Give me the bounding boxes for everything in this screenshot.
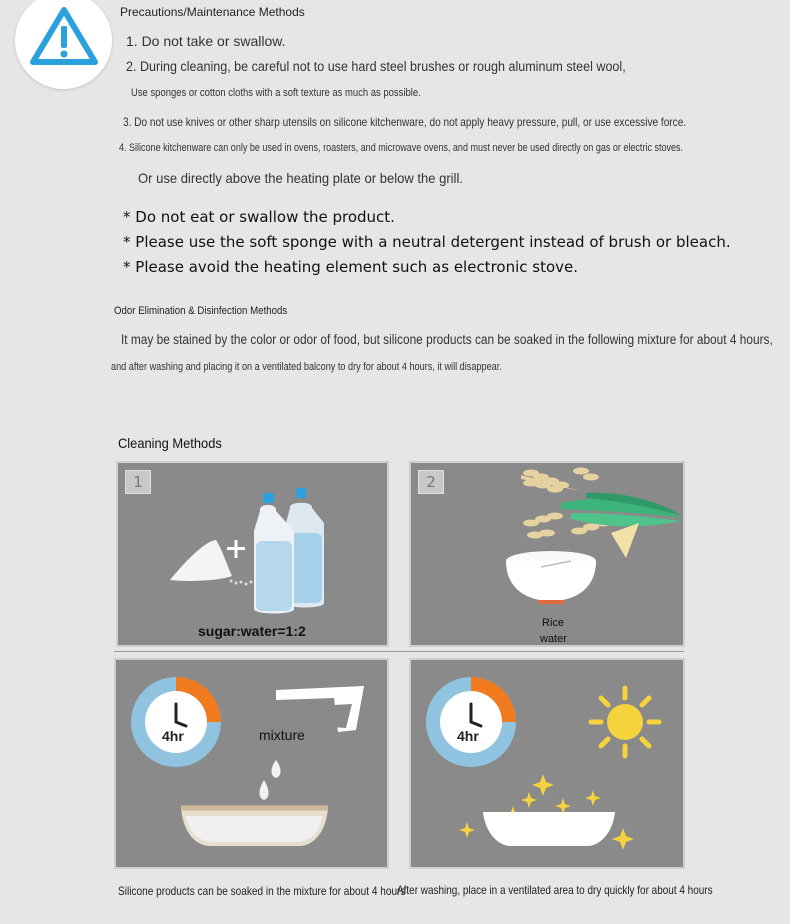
timer-label: 4hr <box>162 728 184 744</box>
droplet-icon <box>260 760 281 800</box>
odor-heading: Odor Elimination & Disinfection Methods <box>114 305 288 317</box>
leaf-icon <box>561 493 683 558</box>
warning-triangle-icon <box>29 6 99 66</box>
clock-icon <box>426 677 516 767</box>
odor-text-line2: and after washing and placing it on a ventilated balcony to dry for about 4 hours, it will disappear. <box>111 361 502 373</box>
timer-label: 4hr <box>457 728 479 744</box>
caption-right: After washing, place in a ventilated area to dry quickly for about 4 hours <box>397 883 713 897</box>
plus-icon <box>227 540 245 558</box>
sugar-pile-icon <box>170 540 253 586</box>
precaution-item-1: 1. Do not take or swallow. <box>126 33 286 49</box>
bottle-icon <box>254 493 294 614</box>
step-1-label: sugar:water=1:2 <box>198 623 306 639</box>
cleaning-heading: Cleaning Methods <box>118 435 222 451</box>
odor-text-line1: It may be stained by the color or odor of food, but silicone products can be soaked in the following mixture for about 4 hours, <box>121 332 773 347</box>
step-4-panel <box>409 658 685 869</box>
divider <box>114 651 684 652</box>
step-2-panel <box>409 461 685 647</box>
precautions-heading: Precautions/Maintenance Methods <box>120 5 305 19</box>
precaution-item-4: 4. Silicone kitchenware can only be used in ovens, roasters, and microwave ovens, and must never be used directly on gas or electric stoves. <box>119 142 684 154</box>
sun-icon <box>591 688 659 756</box>
warning-item: * Please use the soft sponge with a neutral detergent instead of brush or bleach. <box>123 233 731 251</box>
precaution-item-2: 2. During cleaning, be careful not to use hard steel brushes or rough aluminum steel wool, <box>126 59 626 74</box>
cup-icon <box>276 686 364 732</box>
bowl-icon <box>181 808 328 846</box>
dry-illustration <box>411 660 685 869</box>
bowl-icon <box>483 812 615 846</box>
clock-icon <box>131 677 221 767</box>
caption-left: Silicone products can be soaked in the mixture for about 4 hours <box>118 884 406 898</box>
step-1-panel <box>116 461 389 647</box>
precaution-item-4b: Or use directly above the heating plate or below the grill. <box>138 170 463 186</box>
step-number: 1 <box>125 470 151 494</box>
precaution-item-2b: Use sponges or cotton cloths with a soft texture as much as possible. <box>131 87 421 99</box>
step-3-panel <box>114 658 389 869</box>
warning-badge <box>15 0 112 89</box>
step-2-label-a: Rice <box>542 617 565 629</box>
bowl-icon <box>506 551 596 604</box>
precaution-item-3: 3. Do not use knives or other sharp utensils on silicone kitchenware, do not apply heavy pressure, pull, or use excessive force. <box>123 115 687 129</box>
step-2-label-b: water <box>540 633 567 645</box>
soak-illustration <box>116 660 389 869</box>
mixture-label: mixture <box>259 727 305 743</box>
warning-item: * Do not eat or swallow the product. <box>123 208 395 226</box>
step-number: 2 <box>418 470 444 494</box>
warning-item: * Please avoid the heating element such as electronic stove. <box>123 258 579 276</box>
sugar-water-illustration <box>118 463 389 647</box>
